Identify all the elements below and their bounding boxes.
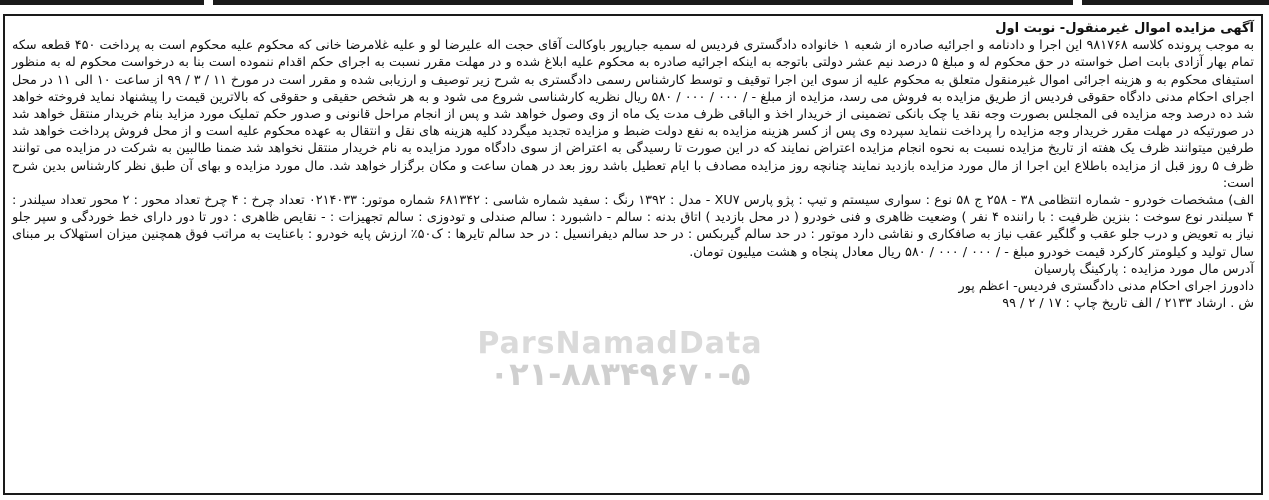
watermark: [420, 326, 820, 393]
footer-line: ش . ارشاد ۲۱۳۳ / الف تاریخ چاپ : ۱۷ / ۲ / ۹۹: [1002, 296, 1254, 312]
notice-title: آگهی مزایده اموال غیرمنقول- نوبت اول: [995, 21, 1254, 36]
watermark-brand: ParsNamadData: [477, 326, 763, 361]
signature-line: دادورز اجرای احکام مدنی دادگستری فردیس- اعظم پور: [958, 279, 1254, 295]
address-line: آدرس مال مورد مزایده : پارکینگ پارسیان: [1033, 261, 1254, 277]
top-rule-right: [1082, 0, 1269, 5]
watermark-phone: ۰۲۱-۸۸۳۴۹۶۷۰-۵: [489, 355, 751, 393]
notice-body-paragraph: به موجب پرونده کلاسه ۹۸۱۷۶۸ این اجرا و دادنامه و اجرائیه صادره از شعبه ۱ خانواده دادگستری فردیس له سمیه جبارپور باوکالت آقای حجت اله علیرضا لو و علیه غلامرضا خانی که محکوم علیه محکوم است به پرداخت ۴۵۰ قطعه سکه تمام بهار آزادی بابت اصل خواسته در حق محکوم له و مبلغ ۵ درصد نیم عشر دولتی باتوجه به اینکه اجرائیه صادره به محکوم علیه ابلاغ شده و در مهلت مقرر نسبت به اجرای حکم اقدام ننموده است بنا به درخواست محکوم له به منظور استیفای محکوم به و هزینه اجرائی اموال غیرمنقول متعلق به محکوم علیه از سوی این اجرا توقیف و توسط کارشناس رسمی دادگستری به شرح زیر توصیف و ارزیابی شده و مقرر است در مورخ ۱۱ / ۳ / ۹۹ از ساعت ۱۰ الی ۱۱ در محل اجرای احکام مدنی دادگاه حقوقی فردیس از طریق مزایده به فروش می رسد، مزایده از مبلغ - / ۰۰۰ / ۰۰۰ / ۵۸۰ ریال نظریه کارشناسی شروع می شود و به هر شخص حقیقی و حقوقی که بالاترین قیمت را پیشنهاد نماید فروخته خواهد شد ده درصد وجه مزایده فی المجلس بصورت وجه نقد یا چک بانکی تضمینی از خریدار اخذ و الباقی ظرف مدت یک ماه از وی وصول خواهد شد و پس از انجام مراحل قانونی و صدور حکم تملیک مورد مزاید بنام خریدار منتقل خواهد شد در صورتیکه در مهلت مقرر خریدار وجه مزایده را پرداخت ننماید سپرده وی پس از کسر هزینه مزایده به نفع دولت ضبط و مزایده تجدید میگردد کلیه هزینه های نقل و انتقال به عهده محکوم علیه است و از محل فروش پرداخت خواهد شد طرفین میتوانند ظرف یک هفته از تاریخ مزایده نسبت به نحوه انجام مزایده اعتراض نمایند که در این صورت تا رسیدگی به اعتراض از سوی دادگاه مورد مزایده به نام خریدار منتقل نخواهد شد ضمنا طالبین به شرکت در مزایده می توانند ظرف ۵ روز قبل از مزایده باطلاع این اجرا از مال مورد مزایده بازدید نمایند چنانچه روز مزایده مصادف با ایام تعطیل باشد روز بعد در همان ساعت و مکان برگزار خواهد شد. مال مورد مزایده و بهای آن طبق نظر کارشناس بدین شرح است:: [12, 38, 1255, 191]
notice-frame: [3, 14, 1263, 495]
vehicle-spec-paragraph: الف) مشخصات خودرو - شماره انتظامی ۳۸ - ۲۵۸ ج ۵۸ نوع : سواری سیستم و تیپ : پژو پارس XU۷ - مدل : ۱۳۹۲ رنگ : سفید شماره شاسی : ۶۸۱۳۴۲ شماره موتور: ۰۲۱۴۰۳۳ تعداد چرخ : ۴ چرخ تعداد محور : ۲ محور تعداد سیلندر : ۴ سیلندر نوع سوخت : بنزین ظرفیت : با راننده ۴ نفر ) وضعیت ظاهری و فنی خودرو ( در محل بازدید ) اتاق بدنه : سالم - داشبورد : سالم صندلی و تودوزی : سالم تجهیزات : - نقایص ظاهری : دور تا دور دارای خط خوردگی و سپر جلو نیاز به تعویض و درب جلو عقب و گلگیر عقب نیاز به صافکاری و نقاشی دارد موتور : در حد سالم گیربکس : در حد سالم دیفرانسیل : در حد سالم تایرها : ک۵۰٪ ارزش پایه خودرو : باعنایت به مراتب فوق همچنین میزان استهلاک بر مبنای سال تولید و کیلومتر کارکرد قیمت خودرو مبلغ - / ۰۰۰ / ۰۰۰ / ۵۸۰ ریال معادل پنجاه و هشت میلیون تومان.: [12, 193, 1255, 260]
auction-notice: [5, 16, 1261, 312]
top-rule-middle: [213, 0, 1073, 5]
top-rule-left: [0, 0, 204, 5]
